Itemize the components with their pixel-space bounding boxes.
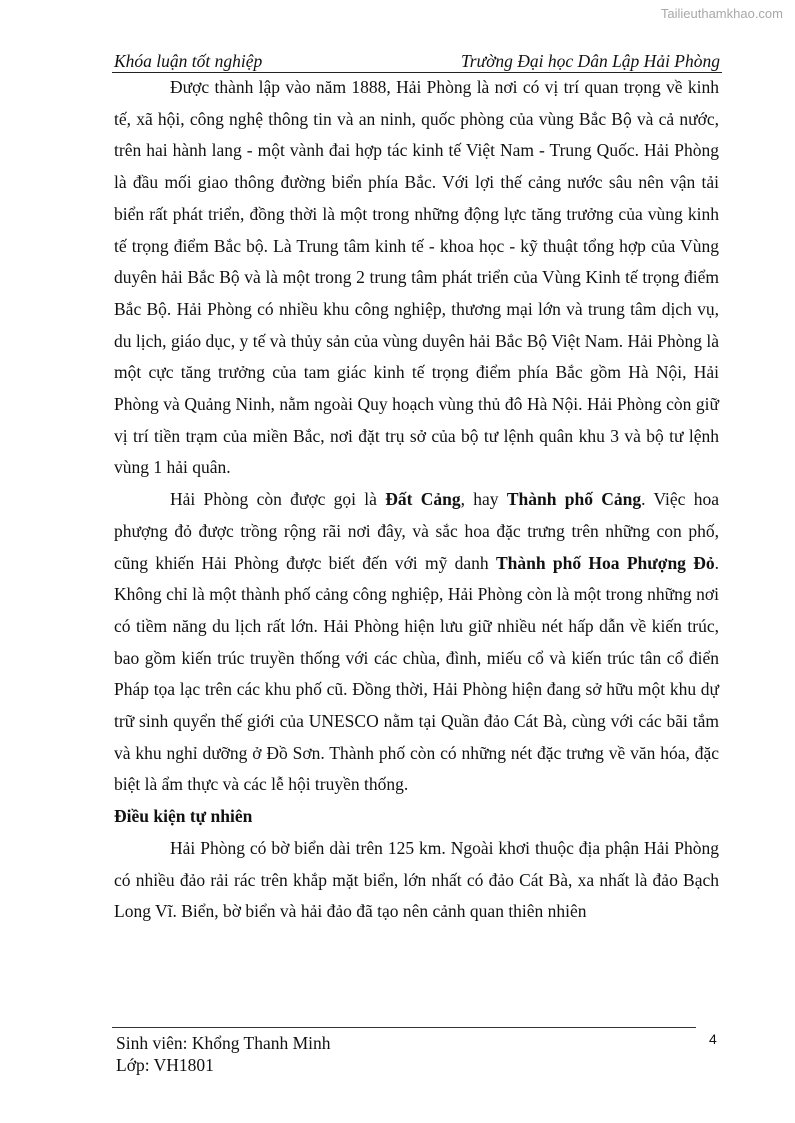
- paragraph-2: [114, 484, 719, 801]
- footer-divider: [112, 1027, 696, 1028]
- section-heading: Điều kiện tự nhiên: [114, 806, 253, 827]
- watermark-text: Tailieuthamkhao.com: [660, 6, 783, 21]
- paragraph-2-text: , hay: [460, 489, 507, 510]
- footer-class: Lớp: VH1801: [116, 1055, 214, 1075]
- paragraph-3: Hải Phòng có bờ biển dài trên 125 km. Ngoài khơi thuộc địa phận Hải Phòng có nhiều đảo rải rác trên khắp mặt biển, lớn nhất có đảo Cát Bà, xa nhất là đảo Bạch Long Vĩ. Biển, bờ biển và hải đảo đã tạo nên cảnh quan thiên nhiên: [114, 837, 719, 922]
- paragraph-2-text: Hải Phòng còn được gọi là: [170, 489, 386, 510]
- bold-term-hoa-phuong-do: Thành phố Hoa Phượng Đỏ: [495, 552, 715, 573]
- paragraph-2-text: . Không chỉ là một thành phố cảng công nghiệp, Hải Phòng còn là một trong những nơi có tiềm năng du lịch rất lớn. Hải Phòng hiện lưu giữ nhiều nét hấp dẫn về kiến trúc, bao gồm kiến trúc truyền thống với các chùa, đình, miếu cổ và kiến trúc tân cổ điển Pháp tọa lạc trên các khu phố cũ. Đồng thời, Hải Phòng hiện đang sở hữu một khu dự trữ sinh quyển thế giới của UNESCO nằm tại Quần đảo Cát Bà, cùng với các bãi tắm và khu nghỉ dưỡng ở Đồ Sơn. Thành phố còn có những nét đặc trưng về văn hóa, đặc biệt là ẩm thực và các lễ hội truyền thống.: [114, 552, 719, 795]
- bold-term-dat-cang: Đất Cảng: [385, 489, 461, 510]
- page-footer: [116, 1032, 331, 1076]
- footer-student: Sinh viên: Khổng Thanh Minh: [116, 1033, 331, 1053]
- page-number: 4: [709, 1031, 717, 1047]
- header-university: Trường Đại học Dân Lập Hải Phòng: [460, 51, 720, 71]
- document-body: [114, 72, 719, 928]
- page-header: [114, 50, 720, 72]
- header-thesis-label: Khóa luận tốt nghiệp: [114, 51, 263, 71]
- paragraph-1: Được thành lập vào năm 1888, Hải Phòng là nơi có vị trí quan trọng về kinh tế, xã hội, công nghệ thông tin và an ninh, quốc phòng của vùng Bắc Bộ và cả nước, trên hai hành lang - một vành đai hợp tác kinh tế Việt Nam - Trung Quốc. Hải Phòng là đầu mối giao thông đường biển phía Bắc. Với lợi thế cảng nước sâu nên vận tải biển rất phát triển, đồng thời là một trong những động lực tăng trưởng của vùng kinh tế trọng điểm Bắc bộ. Là Trung tâm kinh tế - khoa học - kỹ thuật tổng hợp của Vùng duyên hải Bắc Bộ và là một trong 2 trung tâm phát triển của Vùng Kinh tế trọng điểm Bắc Bộ. Hải Phòng có nhiều khu công nghiệp, thương mại lớn và trung tâm dịch vụ, du lịch, giáo dục, y tế và thủy sản của vùng duyên hải Bắc Bộ Việt Nam. Hải Phòng là một cực tăng trưởng của tam giác kinh tế trọng điểm phía Bắc gồm Hà Nội, Hải Phòng và Quảng Ninh, nằm ngoài Quy hoạch vùng thủ đô Hà Nội. Hải Phòng còn giữ vị trí tiền trạm của miền Bắc, nơi đặt trụ sở của bộ tư lệnh quân khu 3 và bộ tư lệnh vùng 1 hải quân.: [114, 77, 719, 478]
- bold-term-thanh-pho-cang: Thành phố Cảng: [506, 489, 642, 510]
- paragraph-2-text: . Việc hoa phượng đỏ được trồng rộng rãi nơi đây, và sắc hoa đặc trưng trên những con phố, cũng khiến Hải Phòng được biết đến với mỹ danh: [114, 489, 719, 573]
